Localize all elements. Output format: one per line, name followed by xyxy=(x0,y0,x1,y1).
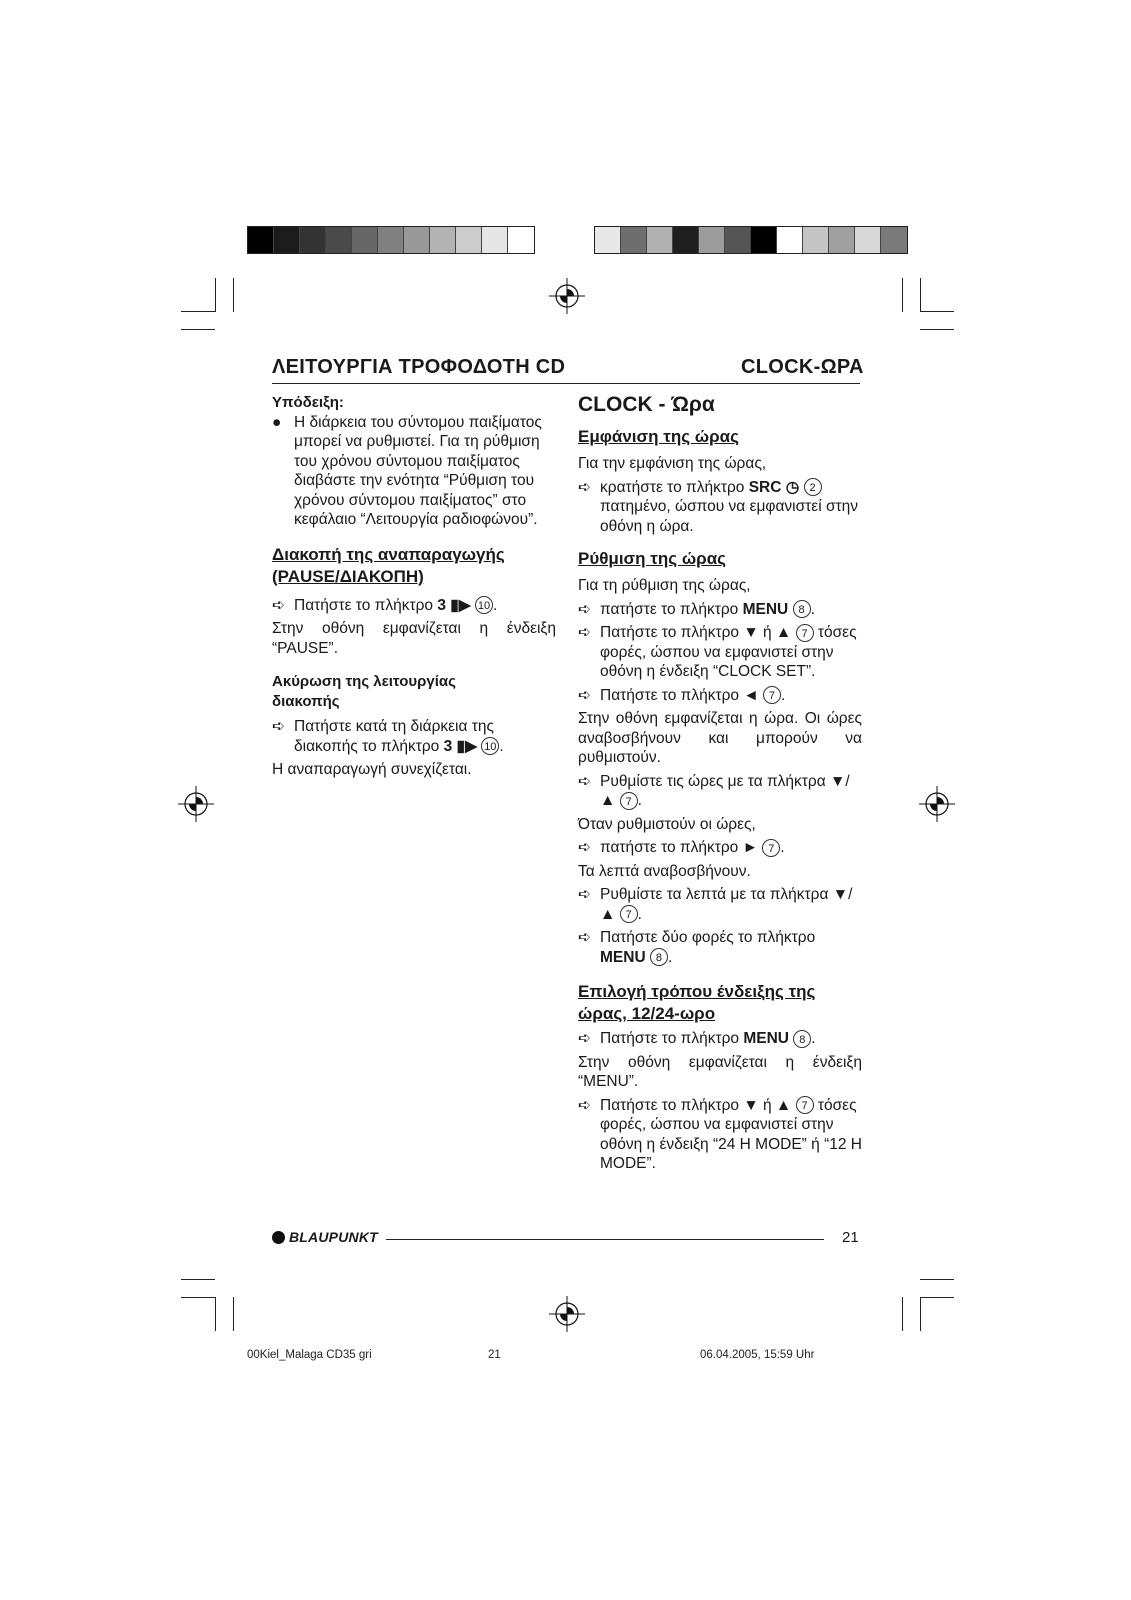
hours-blink-text: Στην οθόνη εμφανίζεται η ώρα. Οι ώρες αναβοσβήνουν και μπορούν να ρυθμιστούν. xyxy=(578,710,862,766)
circle-number-icon: 2 xyxy=(804,478,822,496)
step-text: Πατήστε το πλήκτρο xyxy=(600,1030,744,1047)
key-3-pause: 3 ▮▶ xyxy=(437,596,471,614)
arrow-bullet-icon: ➪ xyxy=(272,718,285,735)
color-swatch xyxy=(482,227,508,253)
arrow-bullet-icon: ➪ xyxy=(578,839,591,856)
step-text: Πατήστε το πλήκτρο ▼ ή ▲ xyxy=(600,1096,796,1114)
crop-mark xyxy=(181,1297,215,1298)
slug-file: 00Kiel_Malaga CD35 gri xyxy=(247,1349,372,1361)
brand-name: BLAUPUNKT xyxy=(289,1229,378,1245)
step-text: Ρυθμίστε τις ώρες με τα πλήκτρα ▼/▲ xyxy=(600,772,850,809)
arrow-bullet-icon: ➪ xyxy=(272,596,285,614)
crop-mark xyxy=(920,329,954,330)
bullet-icon: ● xyxy=(272,413,282,431)
arrow-bullet-icon: ➪ xyxy=(578,1096,591,1114)
color-swatch xyxy=(829,227,855,253)
slug-page: 21 xyxy=(488,1349,501,1361)
page-number: 21 xyxy=(842,1229,859,1246)
cancel-heading-line1: Ακύρωση της λειτουργίας xyxy=(272,673,456,690)
step-text: Πατήστε το πλήκτρο ◄ xyxy=(600,686,763,704)
circle-number-icon: 7 xyxy=(762,839,780,857)
registration-mark-icon xyxy=(178,786,214,822)
circle-number-icon: 8 xyxy=(650,948,668,966)
color-swatch xyxy=(803,227,829,253)
color-swatch xyxy=(508,227,534,253)
crop-mark xyxy=(920,278,921,312)
show-step-text: κρατήστε το πλήκτρο xyxy=(600,478,749,496)
registration-mark-icon xyxy=(549,1296,585,1332)
key-menu: MENU xyxy=(743,1030,789,1047)
crop-mark xyxy=(233,278,234,312)
page-title-left: ΛΕΙΤΟΥΡΓΙΑ ΤΡΟΦΟΔΟΤΗ CD xyxy=(272,356,566,378)
show-step xyxy=(578,478,862,537)
circle-number-icon: 10 xyxy=(481,737,499,755)
pause-step: ➪ Πατήστε το πλήκτρο 3 ▮▶ 10 . xyxy=(272,596,498,614)
left-column xyxy=(272,393,556,780)
color-swatch xyxy=(404,227,430,253)
color-swatch xyxy=(673,227,699,253)
arrow-bullet-icon: ➪ xyxy=(578,772,591,790)
registration-mark-icon xyxy=(919,786,955,822)
key-src: SRC ◷ xyxy=(748,478,800,496)
footer-rule xyxy=(386,1239,824,1240)
resume-text: Η αναπαραγωγή συνεχίζεται. xyxy=(272,761,472,778)
mode-step-1: ➪ Πατήστε το πλήκτρο MENU 8 . xyxy=(578,1030,816,1047)
key-menu: MENU xyxy=(600,948,646,966)
right-column xyxy=(578,392,862,1174)
set-time-heading: Ρύθμιση της ώρας xyxy=(578,549,726,568)
brand-logo xyxy=(272,1229,378,1245)
color-swatch xyxy=(274,227,300,253)
mode-step-2 xyxy=(578,1096,862,1174)
crop-mark xyxy=(181,311,215,312)
arrow-bullet-icon: ➪ xyxy=(578,478,591,496)
color-swatch xyxy=(430,227,456,253)
color-swatch xyxy=(248,227,274,253)
cancel-step-text: Πατήστε κατά τη διάρκεια της διακοπής το πλήκτρο xyxy=(294,718,494,755)
circle-number-icon: 7 xyxy=(620,792,638,810)
color-swatch xyxy=(699,227,725,253)
left-color-swatch-bar xyxy=(247,226,535,254)
arrow-bullet-icon: ➪ xyxy=(578,624,591,641)
clock-heading: CLOCK - Ώρα xyxy=(578,393,715,416)
color-swatch xyxy=(647,227,673,253)
note-item xyxy=(272,413,556,530)
note-text: Η διάρκεια του σύντομου παιξίματος μπορεί να ρυθμιστεί. Για τη ρύθμιση του χρόνου σύντομου παιξίματος διαβάστε την ενότητα “Ρύθμιση του χρόνου σύντομου παιξίματος” στο κεφάλαιο “Λειτουργία ραδιοφώνου”. xyxy=(294,413,542,528)
color-swatch xyxy=(378,227,404,253)
circle-number-icon: 8 xyxy=(793,1030,811,1048)
crop-mark xyxy=(233,1297,234,1331)
show-intro: Για την εμφάνιση της ώρας, xyxy=(578,455,767,472)
arrow-bullet-icon: ➪ xyxy=(578,886,591,903)
color-swatch xyxy=(456,227,482,253)
menu-display-text: Στην οθόνη εμφανίζεται η ένδειξη “MENU”. xyxy=(578,1053,862,1090)
right-color-swatch-bar xyxy=(594,226,908,254)
when-set-text: Όταν ρυθμιστούν οι ώρες, xyxy=(578,815,756,833)
set-step-5: ➪ πατήστε το πλήκτρο ► 7 . xyxy=(578,839,785,856)
circle-number-icon: 7 xyxy=(796,1096,814,1114)
step-text: πατήστε το πλήκτρο xyxy=(600,600,743,618)
crop-mark xyxy=(902,1297,903,1331)
arrow-bullet-icon: ➪ xyxy=(578,1030,591,1047)
step-text: πατήστε το πλήκτρο ► xyxy=(600,839,763,856)
show-time-heading: Εμφάνιση της ώρας xyxy=(578,427,739,446)
color-swatch xyxy=(621,227,647,253)
header-rule xyxy=(272,383,860,384)
key-menu: MENU xyxy=(742,600,789,618)
registration-mark-icon xyxy=(549,278,585,314)
circle-number-icon: 7 xyxy=(763,686,781,704)
step-rest: τόσες φορές, ώσπου να εμφανιστεί στην οθόνη η ένδειξη “CLOCK SET”. xyxy=(600,624,857,680)
crop-mark xyxy=(902,278,903,312)
set-step-6: ➪ Ρυθμίστε τα λεπτά με τα πλήκτρα ▼/▲ 7 . xyxy=(578,886,853,923)
arrow-bullet-icon: ➪ xyxy=(578,686,591,704)
pause-heading-line2: (PAUSE/ΔΙΑΚΟΠΗ) xyxy=(272,566,424,586)
color-swatch xyxy=(751,227,777,253)
pause-step-text: Πατήστε το πλήκτρο xyxy=(294,596,438,614)
color-swatch xyxy=(352,227,378,253)
key-3-pause: 3 ▮▶ xyxy=(443,737,477,755)
set-step-7: ➪ Πατήστε δύο φορές το πλήκτρο MENU 8 . xyxy=(578,929,816,966)
set-step-4: ➪ Ρυθμίστε τις ώρες με τα πλήκτρα ▼/▲ 7 . xyxy=(578,772,850,809)
set-step-2 xyxy=(578,623,862,682)
brand-dot-icon xyxy=(272,1231,285,1244)
arrow-bullet-icon: ➪ xyxy=(578,600,591,618)
step-text: Πατήστε δύο φορές το πλήκτρο xyxy=(600,929,816,946)
cancel-step: ➪ Πατήστε κατά τη διάρκεια της διακοπής το πλήκτρο 3 ▮▶ 10 . xyxy=(272,718,504,755)
slug-date: 06.04.2005, 15:59 Uhr xyxy=(700,1349,815,1361)
crop-mark xyxy=(181,1279,215,1280)
pause-display-text: Στην οθόνη εμφανίζεται η ένδειξη “PAUSE”. xyxy=(272,620,556,657)
color-swatch xyxy=(855,227,881,253)
mode-heading-line1: Επιλογή τρόπου ένδειξης της xyxy=(578,982,816,1001)
color-swatch xyxy=(777,227,803,253)
crop-mark xyxy=(920,1279,954,1280)
color-swatch xyxy=(881,227,907,253)
circle-number-icon: 10 xyxy=(475,596,493,614)
crop-mark xyxy=(181,329,215,330)
color-swatch xyxy=(326,227,352,253)
crop-mark xyxy=(920,311,954,312)
set-step-1: ➪ πατήστε το πλήκτρο MENU 8 . xyxy=(578,600,815,618)
step-rest: τόσες φορές, ώσπου να εμφανιστεί στην οθόνη η ένδειξη “24 H MODE” ή “12 H MODE”. xyxy=(600,1096,862,1172)
minutes-blink-text: Τα λεπτά αναβοσβήνουν. xyxy=(578,862,751,880)
pause-heading-line1: Διακοπή της αναπαραγωγής xyxy=(272,544,505,564)
crop-mark xyxy=(215,1297,216,1331)
note-heading: Υπόδειξη: xyxy=(272,394,344,411)
circle-number-icon: 7 xyxy=(620,905,638,923)
circle-number-icon: 8 xyxy=(793,600,811,618)
color-swatch xyxy=(725,227,751,253)
page-title-right: CLOCK-ΩΡΑ xyxy=(741,356,864,378)
set-step-3: ➪ Πατήστε το πλήκτρο ◄ 7 . xyxy=(578,686,786,704)
arrow-bullet-icon: ➪ xyxy=(578,929,591,946)
circle-number-icon: 7 xyxy=(796,624,814,642)
set-intro: Για τη ρύθμιση της ώρας, xyxy=(578,577,751,594)
mode-heading-line2: ώρας, 12/24-ωρο xyxy=(578,1004,716,1023)
show-step-rest: πατημένο, ώσπου να εμφανιστεί στην οθόνη η ώρα. xyxy=(600,498,859,535)
crop-mark xyxy=(920,1297,954,1298)
crop-mark xyxy=(920,1297,921,1331)
step-text: Ρυθμίστε τα λεπτά με τα πλήκτρα ▼/▲ xyxy=(600,886,853,923)
cancel-heading-line2: διακοπής xyxy=(272,692,340,710)
color-swatch xyxy=(595,227,621,253)
step-text: Πατήστε το πλήκτρο ▼ ή ▲ xyxy=(600,624,796,641)
color-swatch xyxy=(300,227,326,253)
crop-mark xyxy=(215,278,216,312)
